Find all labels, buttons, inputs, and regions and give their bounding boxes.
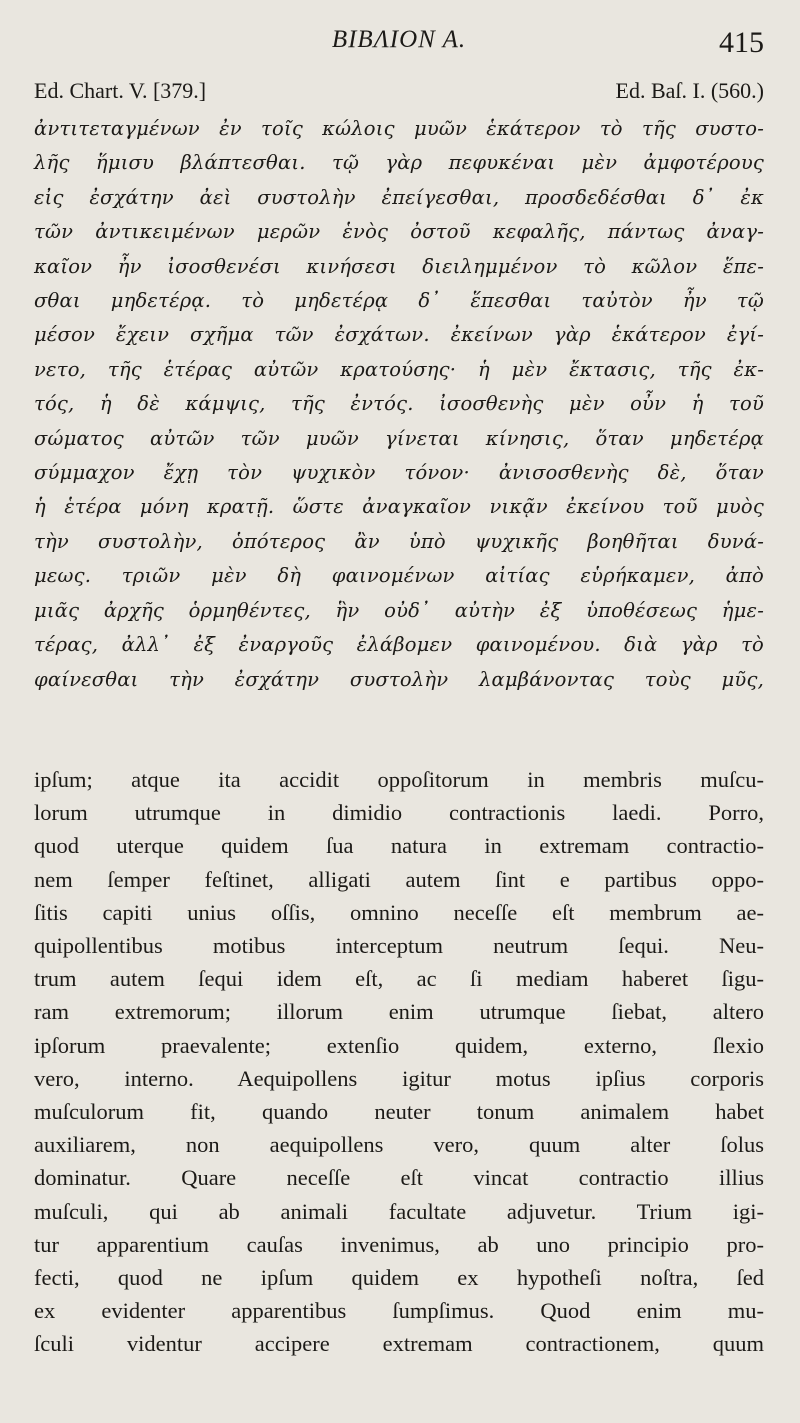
latin-text-line: ſculi videntur accipere extremam contractionem, quum	[34, 1331, 764, 1357]
greek-text-line: τός, ἡ δὲ κάμψις, τῆς ἐντός. ἰσοσθενὴς μὲν οὖν ἡ τοῦ	[34, 392, 764, 416]
greek-text-line: μιᾶς ἀρχῆς ὁρμηθέντες, ἣν οὐδ᾽ αὐτὴν ἐξ ὑποθέσεως ἡμε-	[34, 598, 764, 622]
greek-text-line: λῆς ἥμισυ βλάπτεσθαι. τῷ γὰρ πεφυκέναι μὲν ἀμφοτέρους	[34, 151, 764, 175]
edition-reference-left: Ed. Chart. V. [379.]	[34, 78, 207, 103]
greek-text-line: μεως. τριῶν μὲν δὴ φαινομένων αἰτίας εὑρήκαμεν, ἀπὸ	[34, 564, 764, 588]
latin-text-block	[34, 763, 764, 1361]
latin-text-line: ipſorum praevalente; extenſio quidem, externo, ſlexio	[34, 1032, 764, 1058]
greek-text-line: σώματος αὐτῶν τῶν μυῶν γίνεται κίνησις, ὅταν μηδετέρᾳ	[34, 426, 764, 450]
latin-text-line: ram extremorum; illorum enim utrumque ſiebat, altero	[34, 999, 764, 1025]
latin-text-line: muſculi, qui ab animali facultate adjuvetur. Trium igi-	[34, 1198, 764, 1224]
greek-text-line: τὴν συστολὴν, ὁπότερος ἂν ὑπὸ ψυχικῆς βοηθῆται δυνά-	[34, 529, 764, 553]
greek-text-line: νετο, τῆς ἑτέρας αὐτῶν κρατούσης· ἡ μὲν ἔκτασις, τῆς ἐκ-	[34, 357, 764, 381]
latin-text-line: ſitis capiti unius oſſis, omnino neceſſe eſt membrum ae-	[34, 899, 764, 925]
latin-text-line: lorum utrumque in dimidio contractionis laedi. Porro,	[34, 800, 764, 826]
latin-text-line: ipſum; atque ita accidit oppoſitorum in membris muſcu-	[34, 766, 764, 792]
latin-text-line: quipollentibus motibus interceptum neutrum ſequi. Neu-	[34, 932, 764, 958]
greek-text-line: καῖον ἦν ἰσοσθενέσι κινήσεσι διειλημμένον τὸ κῶλον ἕπε-	[34, 254, 764, 278]
greek-text-line: τέρας, ἀλλ᾽ ἐξ ἐναργοῦς ἐλάβομεν φαινομένου. διὰ γὰρ τὸ	[34, 633, 764, 657]
edition-reference-row	[34, 78, 764, 112]
greek-text-line: μέσον ἔχειν σχῆμα τῶν ἐσχάτων. ἐκείνων γὰρ ἑκάτερον ἐγί-	[34, 323, 764, 347]
latin-text-line: quod uterque quidem ſua natura in extremam contractio-	[34, 833, 764, 859]
latin-text-line: nem ſemper feſtinet, alligati autem ſint e partibus oppo-	[34, 866, 764, 892]
greek-text-line: τῶν ἀντικειμένων μερῶν ἑνὸς ὀστοῦ κεφαλῆς, πάντως ἀναγ-	[34, 220, 764, 244]
latin-text-line: tur apparentium cauſas invenimus, ab uno principio pro-	[34, 1231, 764, 1257]
page-number: 415	[719, 26, 764, 59]
latin-text-line: dominatur. Quare neceſſe eſt vincat contractio illius	[34, 1165, 764, 1191]
running-title: ΒΙΒΛΙΟΝ Α.	[331, 26, 467, 53]
page-header	[34, 0, 764, 78]
latin-text-line: fecti, quod ne ipſum quidem ex hypotheſi noſtra, ſed	[34, 1264, 764, 1290]
latin-text-line: auxiliarem, non aequipollens vero, quum alter ſolus	[34, 1132, 764, 1158]
greek-text-line: σθαι μηδετέρᾳ. τὸ μηδετέρᾳ δ᾽ ἕπεσθαι ταὐτὸν ἦν τῷ	[34, 289, 764, 313]
greek-text-block	[34, 112, 764, 697]
greek-text-line: ἡ ἑτέρα μόνη κρατῇ. ὥστε ἀναγκαῖον νικᾷν ἐκείνου τοῦ μυὸς	[34, 495, 764, 519]
latin-text-line: ex evidenter apparentibus ſumpſimus. Quod enim mu-	[34, 1298, 764, 1324]
greek-text-line: εἰς ἐσχάτην ἀεὶ συστολὴν ἐπείγεσθαι, προσδεδέσθαι δ᾽ ἐκ	[34, 185, 764, 209]
edition-reference-right: Ed. Baſ. I. (560.)	[615, 78, 764, 103]
greek-text-line: σύμμαχον ἔχῃ τὸν ψυχικὸν τόνον· ἀνισοσθενὴς δὲ, ὅταν	[34, 461, 764, 485]
greek-text-line: φαίνεσθαι τὴν ἐσχάτην συστολὴν λαμβάνοντας τοὺς μῦς,	[34, 667, 764, 691]
latin-text-line: muſculorum fit, quando neuter tonum animalem habet	[34, 1098, 764, 1124]
greek-text-line: ἀντιτεταγμένων ἐν τοῖς κώλοις μυῶν ἑκάτερον τὸ τῆς συστο-	[34, 117, 764, 140]
latin-text-line: vero, interno. Aequipollens igitur motus ipſius corporis	[34, 1065, 764, 1091]
section-gap	[34, 697, 764, 763]
latin-text-line: trum autem ſequi idem eſt, ac ſi mediam haberet ſigu-	[34, 966, 764, 992]
